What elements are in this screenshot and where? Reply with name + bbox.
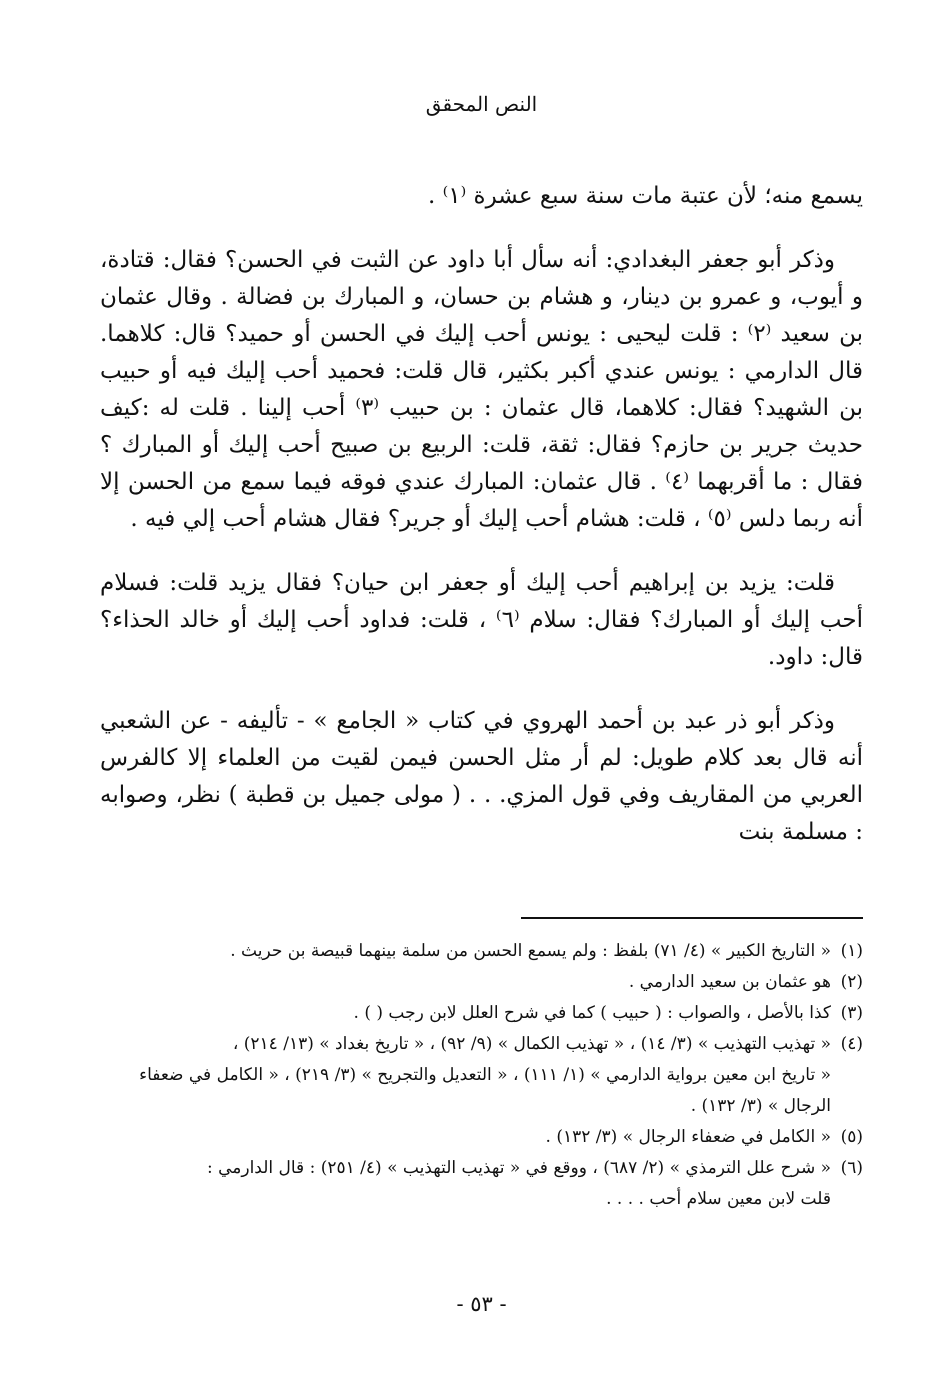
footnote-4-continuation: « تاريخ ابن معين برواية الدارمي » (١/ ١١١) ، « التعديل والتجريح » (٣/ ٢١٩) ، « الكامل في ضعفاء الرجال » (٣/ ١٣٢) . [139,1065,831,1116]
footnote-number: (٥) [840,1127,863,1147]
footnote-number: (١) [840,941,863,961]
footnote-separator [521,917,863,919]
footnote-6-continuation: قلت لابن معين سلام أحب . . . . [606,1189,831,1209]
page-number: - ٥٣ - [456,1292,507,1316]
footnote-6 [100,1153,863,1184]
paragraph-1: يسمع منه؛ لأن عتبة مات سنة سبع عشرة ⁽١⁾ . [427,183,863,209]
footnote-2 [100,967,863,998]
footnote-number: (٦) [840,1158,863,1178]
footnote-1 [100,936,863,967]
footnote-text: « الكامل في ضعفاء الرجال » (٣/ ١٣٢) . [545,1127,831,1147]
footnote-text: « شرح علل الترمذي » (٢/ ٦٨٧) ، ووقع في « تهذيب التهذيب » (٤/ ٢٥١) : قال الدارمي : [206,1158,831,1178]
page [100,0,863,1375]
footnote-text: هو عثمان بن سعيد الدارمي . [628,972,831,992]
footnote-4 [100,1029,863,1060]
footnote-text: « التاريخ الكبير » (٤/ ٧١) بلفظ : ولم يسمع الحسن من سلمة بينهما قبيصة بن حريث . [230,941,831,961]
footnotes [100,936,863,1215]
footnote-3 [100,998,863,1029]
footnote-5 [100,1122,863,1153]
footnote-text: « تهذيب التهذيب » (٣/ ١٤) ، « تهذيب الكمال » (٩/ ٩٢) ، « تاريخ بغداد » (١٣/ ٢١٤) ، [232,1034,831,1054]
paragraph-2: وذكر أبو جعفر البغدادي: أنه سأل أبا داود عن الثبت في الحسن؟ فقال: قتادة، و أيوب، و عمرو بن دينار، و هشام بن حسان، و المبارك بن فضالة . وقال عثمان بن سعيد ⁽٢⁾ : قلت ليحيى : يونس أحب إليك في الحسن أو حميد؟ قال: كلاهما. قال الدارمي : يونس عندي أكبر بكثير، قال قلت: فحميد أحب إليك فيه أو حبيب بن الشهيد؟ فقال: كلاهما، قال عثمان : بن حبيب ⁽٣⁾ أحب إلينا . قلت له :كيف حديث جرير بن حازم؟ فقال: ثقة، قلت: الربيع بن صبيح أحب إليك أو المبارك ؟ فقال : ما أقربهما ⁽٤⁾ . قال عثمان: المبارك عندي فوقه فيما سمع من الحسن إلا أنه ربما دلس ⁽٥⁾ ، قلت: هشام أحب إليك أو جرير؟ فقال هشام أحب إلي فيه . [100,247,864,532]
footnote-number: (٤) [840,1034,863,1054]
paragraph-3: قلت: يزيد بن إبراهيم أحب إليك أو جعفر ابن حيان؟ فقال يزيد قلت: فسلام أحب إليك أو المبارك؟ فقال: سلام ⁽٦⁾ ، قلت: فداود أحب إليك أو خالد الحذاء؟ قال: داود. [100,570,863,670]
running-head: النص المحقق [425,92,538,116]
footnote-text: كذا بالأصل ، والصواب : ( حبيب ) كما في شرح العلل لابن رجب ( ) . [353,1003,831,1023]
footnote-number: (٢) [840,972,863,992]
body-text [100,178,863,878]
paragraph-4: وذكر أبو ذر عبد بن أحمد الهروي في كتاب « الجامع » - تأليفه - عن الشعبي أنه قال بعد كلام طويل: لم أر مثل الحسن فيمن لقيت من العلماء إلا كالفرس العربي من المقاريف وفي قول المزي. . . ( مولى جميل بن قطبة ) نظر، وصوابه : مسلمة بنت [100,708,863,845]
footnote-number: (٣) [840,1003,863,1023]
